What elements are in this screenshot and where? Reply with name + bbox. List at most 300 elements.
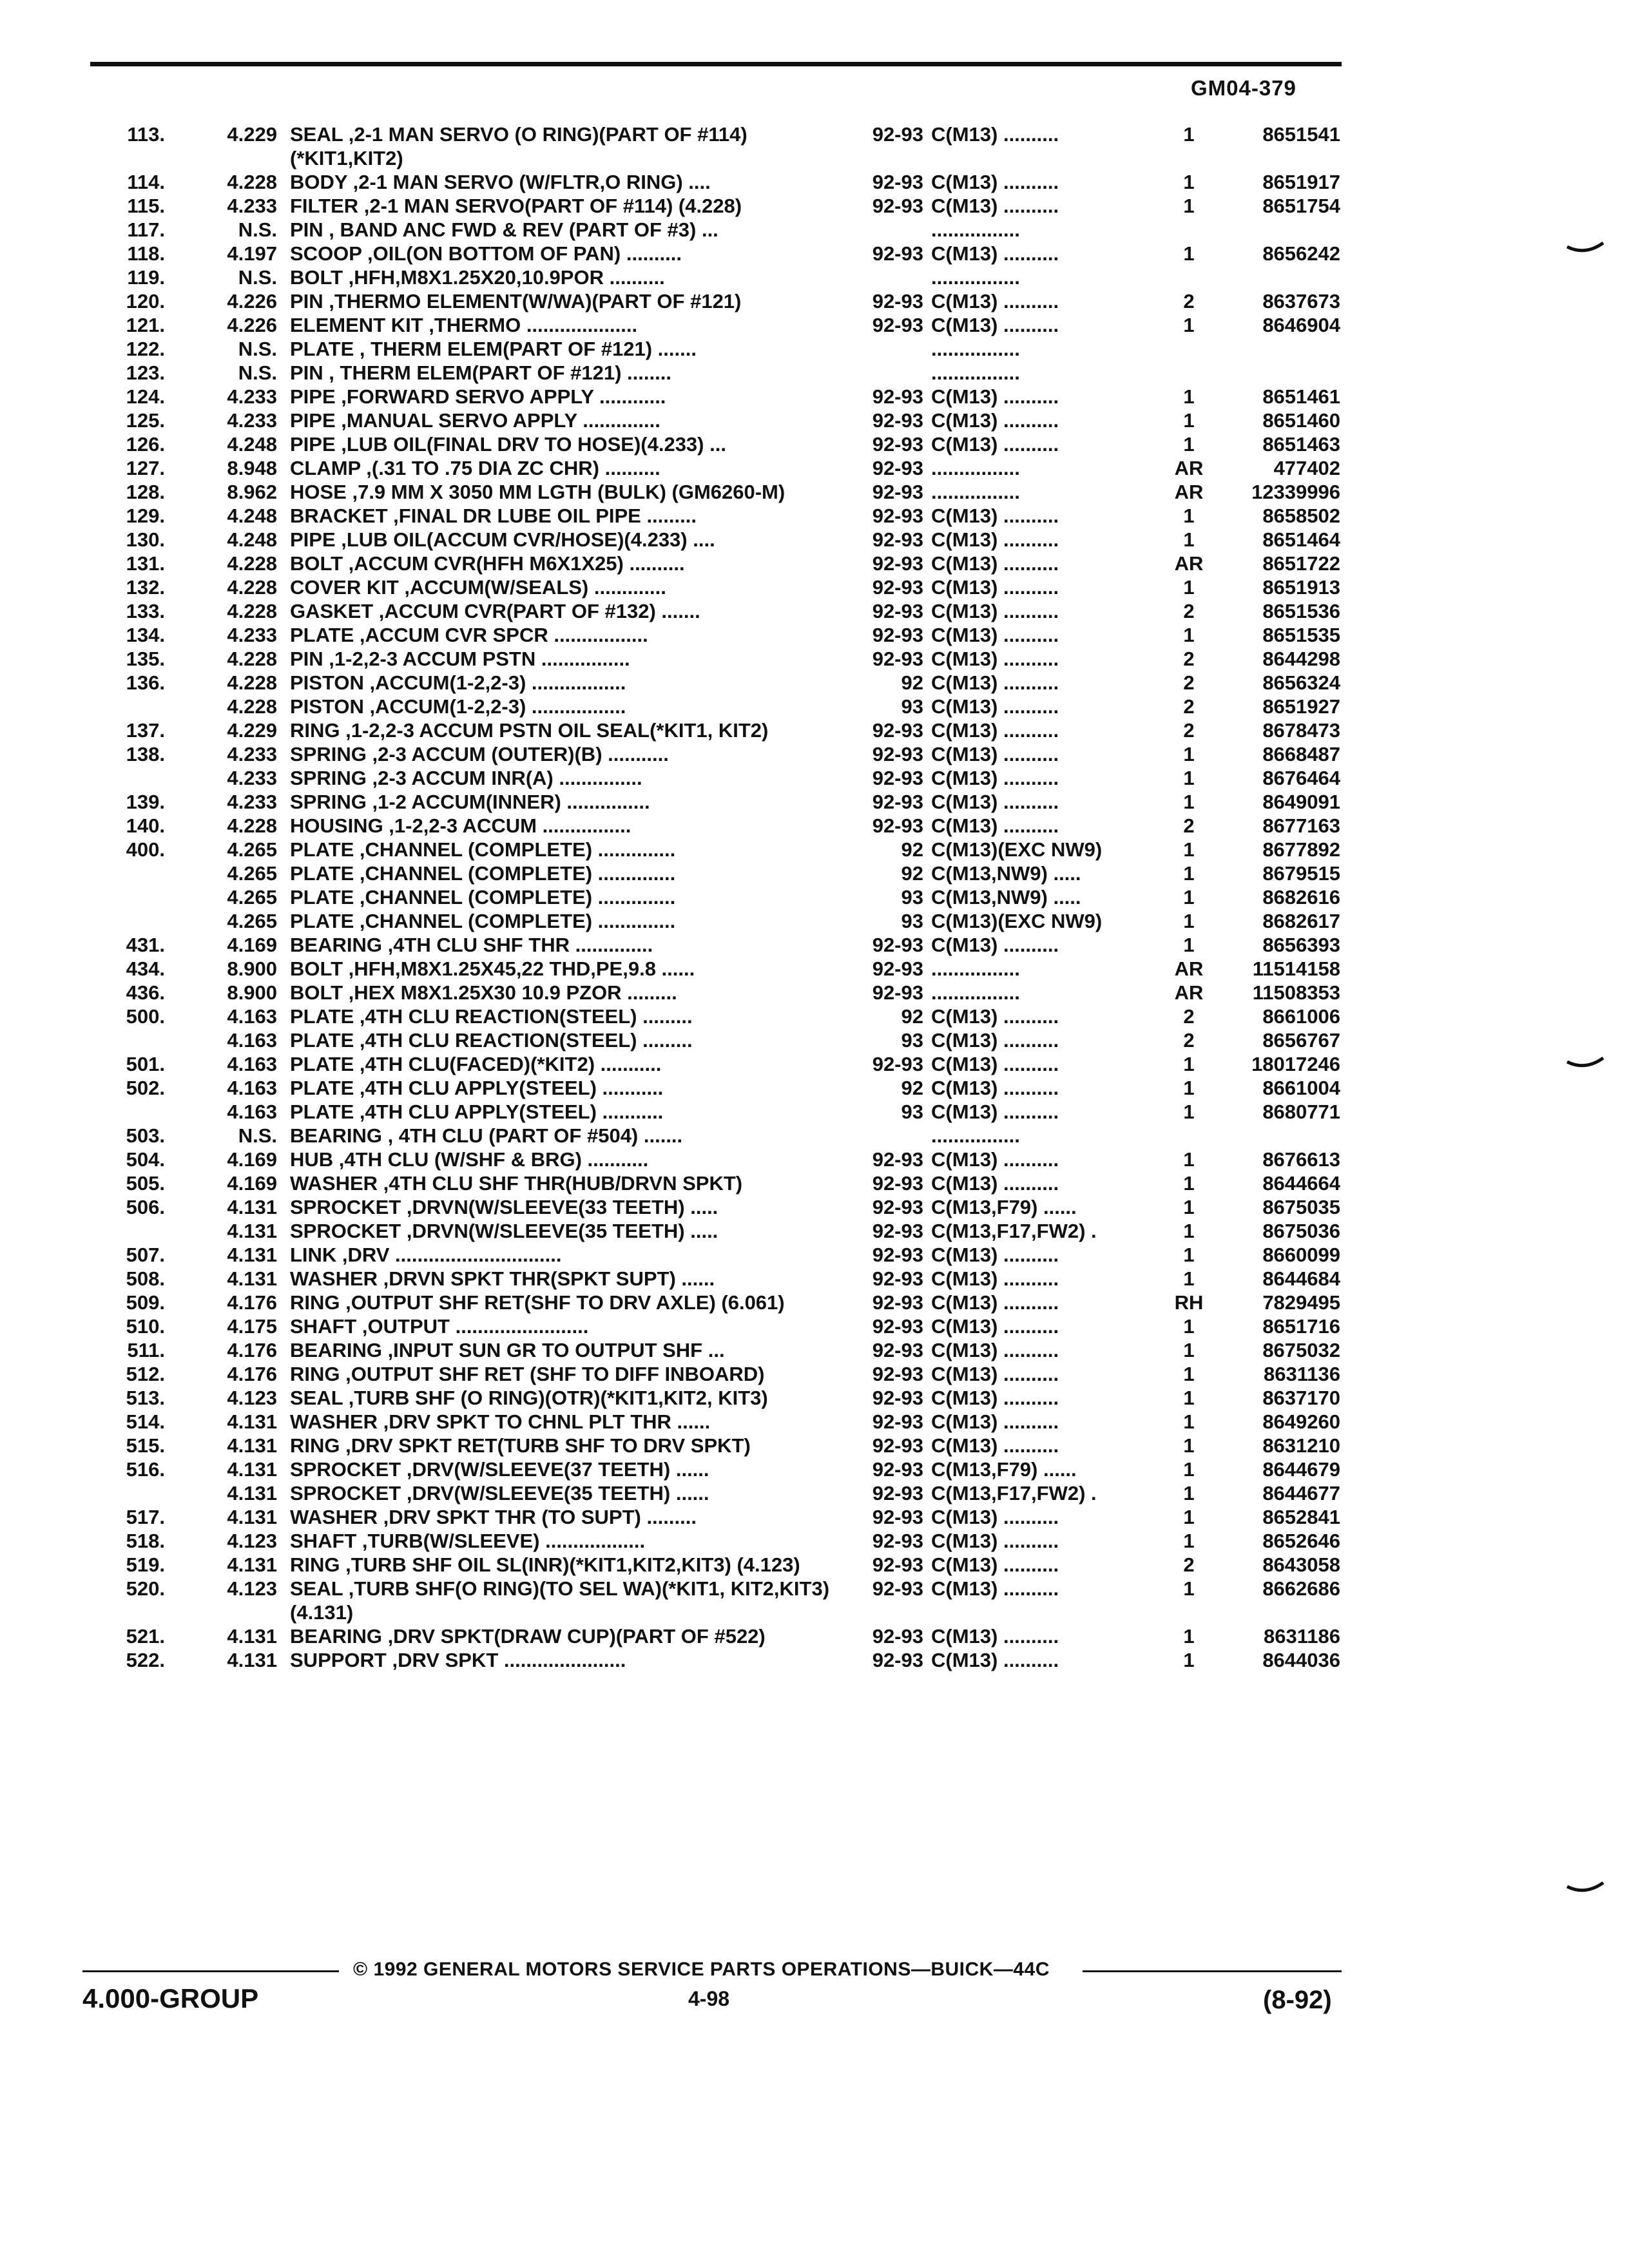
model-usage: C(M13) ..........	[931, 576, 1059, 599]
model-year: 92-93	[872, 767, 923, 789]
group-number: 4.169	[227, 1148, 277, 1171]
part-description: PISTON ,ACCUM(1-2,2-3) .................	[290, 671, 626, 694]
quantity: 1	[1183, 1244, 1195, 1266]
model-year: 92-93	[872, 1553, 923, 1576]
model-year: 92-93	[872, 1530, 923, 1552]
model-usage: ................	[931, 361, 1020, 384]
group-number: 4.169	[227, 1172, 277, 1195]
item-number: 514.	[126, 1410, 165, 1433]
model-usage: C(M13,F17,FW2) .	[931, 1220, 1097, 1242]
model-usage: C(M13)(EXC NW9)	[931, 838, 1103, 861]
part-description: PISTON ,ACCUM(1-2,2-3) .................	[290, 695, 626, 718]
model-year: 92-93	[872, 1649, 923, 1671]
part-row	[97, 838, 1360, 861]
model-year: 92-93	[872, 409, 923, 432]
model-year: 92-93	[872, 552, 923, 575]
model-year: 92-93	[872, 171, 923, 193]
item-number: 510.	[126, 1315, 165, 1338]
part-description: SPRING ,1-2 ACCUM(INNER) ...............	[290, 791, 650, 813]
part-row	[97, 1410, 1360, 1434]
model-usage: C(M13) ..........	[931, 1005, 1059, 1028]
part-description: WASHER ,DRV SPKT THR (TO SUPT) .........	[290, 1506, 697, 1528]
item-number: 135.	[126, 648, 165, 670]
group-number: N.S.	[238, 266, 277, 289]
group-number: 4.131	[227, 1410, 277, 1433]
model-usage: C(M13) ..........	[931, 385, 1059, 408]
part-description: SPRING ,2-3 ACCUM INR(A) ...............	[290, 767, 642, 789]
group-number: N.S.	[238, 1124, 277, 1147]
group-number: 4.265	[227, 862, 277, 885]
model-usage: C(M13) ..........	[931, 1625, 1059, 1648]
part-description: LINK ,DRV ..............................	[290, 1244, 562, 1266]
part-description: BEARING ,INPUT SUN GR TO OUTPUT SHF ...	[290, 1339, 725, 1361]
group-number: 4.228	[227, 576, 277, 599]
item-number: 436.	[126, 981, 165, 1004]
part-number: 8656393	[1262, 934, 1340, 956]
part-number: 8651927	[1262, 695, 1340, 718]
model-usage: C(M13) ..........	[931, 695, 1059, 718]
part-description: PLATE ,4TH CLU REACTION(STEEL) .........	[290, 1029, 693, 1052]
quantity: 2	[1183, 290, 1195, 312]
footer-group: 4.000-GROUP	[82, 1983, 259, 2013]
item-number: 502.	[126, 1077, 165, 1099]
part-number: 8652841	[1262, 1506, 1340, 1528]
part-number: 8656324	[1262, 671, 1340, 694]
part-description: SEAL ,2-1 MAN SERVO (O RING)(PART OF #114)(*KIT1,KIT2)	[290, 123, 747, 169]
item-number: 434.	[126, 957, 165, 980]
part-number: 11508353	[1252, 981, 1340, 1004]
part-row	[97, 623, 1360, 647]
model-year: 92-93	[872, 1434, 923, 1457]
item-number: 114.	[127, 171, 165, 193]
part-description: SHAFT ,OUTPUT ........................	[290, 1315, 589, 1338]
item-number: 512.	[126, 1363, 165, 1385]
item-number: 134.	[126, 624, 165, 646]
part-row	[97, 504, 1360, 528]
group-number: 4.233	[227, 195, 277, 217]
item-number: 132.	[126, 576, 165, 599]
quantity: 1	[1183, 624, 1195, 646]
part-row	[97, 957, 1360, 981]
quantity: 2	[1183, 1029, 1195, 1052]
quantity: 1	[1183, 505, 1195, 527]
group-number: 4.226	[227, 290, 277, 312]
model-usage: C(M13) ..........	[931, 1029, 1059, 1052]
model-year: 92-93	[872, 314, 923, 336]
part-row	[97, 313, 1360, 337]
model-year: 92-93	[872, 1244, 923, 1266]
part-description: PLATE ,CHANNEL (COMPLETE) ..............	[290, 838, 676, 861]
model-usage: C(M13) ..........	[931, 600, 1059, 622]
model-usage: C(M13) ..........	[931, 528, 1059, 551]
group-number: 4.248	[227, 433, 277, 456]
part-description: SEAL ,TURB SHF (O RING)(OTR)(*KIT1,KIT2, KIT3)	[290, 1387, 768, 1409]
margin-tick-mark	[1566, 1057, 1605, 1070]
part-row	[97, 408, 1360, 432]
group-number: 4.229	[227, 719, 277, 742]
group-number: 8.900	[227, 981, 277, 1004]
quantity: 1	[1183, 242, 1195, 265]
item-number: 129.	[126, 505, 165, 527]
part-row	[97, 1505, 1360, 1529]
item-number: 511.	[127, 1339, 165, 1361]
group-number: 4.163	[227, 1029, 277, 1052]
footer-date-code: (8-92)	[1263, 1986, 1332, 2014]
quantity: AR	[1174, 981, 1204, 1004]
group-number: 4.163	[227, 1005, 277, 1028]
part-row	[97, 170, 1360, 194]
part-row	[97, 814, 1360, 838]
part-row	[97, 242, 1360, 265]
part-number: 8644298	[1262, 648, 1340, 670]
model-year: 92	[901, 671, 923, 694]
model-year: 92-93	[872, 719, 923, 742]
part-row	[97, 1624, 1360, 1648]
item-number: 118.	[127, 242, 165, 265]
group-number: 4.228	[227, 671, 277, 694]
part-number: 8651541	[1262, 123, 1340, 146]
part-number: 8644664	[1262, 1172, 1340, 1195]
group-number: 4.228	[227, 648, 277, 670]
group-number: 4.233	[227, 409, 277, 432]
part-row	[97, 1553, 1360, 1577]
model-usage: C(M13) ..........	[931, 1530, 1059, 1552]
group-number: 4.197	[227, 242, 277, 265]
footer-page-number: 4-98	[688, 1987, 730, 2010]
model-usage: C(M13) ..........	[931, 1315, 1059, 1338]
part-number: 8651460	[1262, 409, 1340, 432]
part-row	[97, 265, 1360, 289]
group-number: 4.233	[227, 767, 277, 789]
quantity: 1	[1183, 1100, 1195, 1123]
item-number: 117.	[127, 218, 165, 241]
model-year: 92-93	[872, 290, 923, 312]
part-description: CLAMP ,(.31 TO .75 DIA ZC CHR) ..........	[290, 457, 660, 479]
part-number: 8651917	[1262, 171, 1340, 193]
footer-rule-left	[82, 1970, 339, 1972]
part-description: PIPE ,LUB OIL(ACCUM CVR/HOSE)(4.233) ....	[290, 528, 715, 551]
item-number: 125.	[126, 409, 165, 432]
quantity: 1	[1183, 1458, 1195, 1481]
model-usage: ................	[931, 338, 1020, 360]
part-description: WASHER ,DRV SPKT TO CHNL PLT THR ......	[290, 1410, 711, 1433]
part-description: SCOOP ,OIL(ON BOTTOM OF PAN) ..........	[290, 242, 682, 265]
model-usage: C(M13) ..........	[931, 624, 1059, 646]
part-number: 18017246	[1251, 1053, 1340, 1075]
part-row	[97, 1004, 1360, 1028]
part-number: 8651464	[1262, 528, 1340, 551]
model-year: 92-93	[872, 1148, 923, 1171]
part-row	[97, 1648, 1360, 1672]
group-number: 4.265	[227, 886, 277, 908]
part-row	[97, 909, 1360, 933]
model-year: 92-93	[872, 1315, 923, 1338]
model-year: 92-93	[872, 934, 923, 956]
model-year: 92-93	[872, 528, 923, 551]
part-row	[97, 1267, 1360, 1291]
part-row	[97, 1076, 1360, 1100]
quantity: 2	[1183, 600, 1195, 622]
quantity: 1	[1183, 1267, 1195, 1290]
item-number: 131.	[126, 552, 165, 575]
quantity: 2	[1183, 648, 1195, 670]
model-year: 92-93	[872, 1506, 923, 1528]
part-row	[97, 361, 1360, 385]
model-usage: C(M13) ..........	[931, 171, 1059, 193]
part-number: 8656767	[1262, 1029, 1340, 1052]
part-description: FILTER ,2-1 MAN SERVO(PART OF #114) (4.228)	[290, 195, 742, 217]
part-row	[97, 1529, 1360, 1553]
part-description: PIN , BAND ANC FWD & REV (PART OF #3) ...	[290, 218, 718, 241]
model-year: 92-93	[872, 576, 923, 599]
part-row	[97, 861, 1360, 885]
model-year: 92-93	[872, 1172, 923, 1195]
part-description: BEARING ,4TH CLU SHF THR ..............	[290, 934, 653, 956]
model-year: 92-93	[872, 1339, 923, 1361]
part-description: SPROCKET ,DRV(W/SLEEVE(35 TEETH) ......	[290, 1482, 709, 1504]
item-number: 140.	[126, 814, 165, 837]
part-number: 8646904	[1262, 314, 1340, 336]
part-description: BEARING , 4TH CLU (PART OF #504) .......	[290, 1124, 683, 1147]
model-usage: C(M13,NW9) .....	[931, 862, 1081, 885]
part-number: 8651535	[1262, 624, 1340, 646]
item-number: 516.	[126, 1458, 165, 1481]
part-row	[97, 1314, 1360, 1338]
model-year: 92-93	[872, 1577, 923, 1600]
quantity: 1	[1183, 1434, 1195, 1457]
margin-tick-mark	[1566, 1881, 1605, 1894]
item-number: 126.	[126, 433, 165, 456]
quantity: 2	[1183, 719, 1195, 742]
model-usage: C(M13) ..........	[931, 1291, 1059, 1314]
part-number: 8668487	[1262, 743, 1340, 765]
quantity: 1	[1183, 576, 1195, 599]
item-number: 504.	[126, 1148, 165, 1171]
model-usage: C(M13) ..........	[931, 1410, 1059, 1433]
quantity: 1	[1183, 1363, 1195, 1385]
quantity: 2	[1183, 671, 1195, 694]
item-number: 123.	[126, 361, 165, 384]
quantity: 2	[1183, 1005, 1195, 1028]
part-description: PLATE , THERM ELEM(PART OF #121) .......	[290, 338, 697, 360]
item-number: 113.	[127, 123, 165, 146]
item-number: 121.	[126, 314, 165, 336]
part-row	[97, 1124, 1360, 1148]
page-code: GM04-379	[1191, 76, 1296, 100]
model-year: 93	[901, 1029, 923, 1052]
part-row	[97, 695, 1360, 718]
quantity: 1	[1183, 743, 1195, 765]
quantity: 1	[1183, 767, 1195, 789]
part-number: 8651716	[1262, 1315, 1340, 1338]
group-number: 4.229	[227, 123, 277, 146]
item-number: 505.	[126, 1172, 165, 1195]
part-row	[97, 289, 1360, 313]
quantity: 1	[1183, 385, 1195, 408]
model-usage: C(M13) ..........	[931, 1577, 1059, 1600]
part-number: 11514158	[1252, 957, 1340, 980]
model-year: 92	[901, 1005, 923, 1028]
group-number: 4.228	[227, 600, 277, 622]
group-number: 4.123	[227, 1530, 277, 1552]
part-number: 8675036	[1262, 1220, 1340, 1242]
item-number: 130.	[126, 528, 165, 551]
item-number: 513.	[126, 1387, 165, 1409]
group-number: 4.233	[227, 791, 277, 813]
group-number: 4.228	[227, 552, 277, 575]
quantity: 1	[1183, 1315, 1195, 1338]
group-number: 4.163	[227, 1053, 277, 1075]
part-row	[97, 1243, 1360, 1267]
group-number: 4.163	[227, 1077, 277, 1099]
model-year: 92-93	[872, 600, 923, 622]
group-number: 4.123	[227, 1577, 277, 1600]
part-description: PIPE ,FORWARD SERVO APPLY ............	[290, 385, 666, 408]
quantity: 1	[1183, 1625, 1195, 1648]
part-description: PIN , THERM ELEM(PART OF #121) ........	[290, 361, 671, 384]
part-number: 8658502	[1262, 505, 1340, 527]
quantity: 1	[1183, 934, 1195, 956]
item-number: 500.	[126, 1005, 165, 1028]
quantity: 1	[1183, 838, 1195, 861]
part-description: SPROCKET ,DRVN(W/SLEEVE(35 TEETH) .....	[290, 1220, 718, 1242]
item-number: 138.	[126, 743, 165, 765]
part-row	[97, 790, 1360, 814]
part-description: PLATE ,4TH CLU APPLY(STEEL) ...........	[290, 1077, 664, 1099]
part-description: COVER KIT ,ACCUM(W/SEALS) .............	[290, 576, 666, 599]
part-description: PLATE ,ACCUM CVR SPCR .................	[290, 624, 648, 646]
model-year: 92-93	[872, 481, 923, 503]
model-year: 92-93	[872, 123, 923, 146]
model-usage: C(M13) ..........	[931, 1267, 1059, 1290]
part-description: PLATE ,CHANNEL (COMPLETE) ..............	[290, 910, 676, 932]
footer-rule-right	[1083, 1970, 1342, 1972]
model-year: 93	[901, 886, 923, 908]
part-number: 8644677	[1262, 1482, 1340, 1504]
part-row	[97, 647, 1360, 671]
group-number: 4.131	[227, 1553, 277, 1576]
part-number: 8656242	[1262, 242, 1340, 265]
part-row	[97, 1457, 1360, 1481]
part-row	[97, 528, 1360, 552]
model-usage: C(M13) ..........	[931, 1172, 1059, 1195]
group-number: 8.900	[227, 957, 277, 980]
model-year: 92-93	[872, 1267, 923, 1290]
part-number: 8651536	[1262, 600, 1340, 622]
part-row	[97, 480, 1360, 504]
part-number: 8637170	[1262, 1387, 1340, 1409]
part-row	[97, 1338, 1360, 1362]
model-year: 92-93	[872, 1053, 923, 1075]
part-number: 8682617	[1262, 910, 1340, 932]
part-number: 8675032	[1262, 1339, 1340, 1361]
group-number: 4.163	[227, 1100, 277, 1123]
model-usage: C(M13) ..........	[931, 1506, 1059, 1528]
part-description: RING ,DRV SPKT RET(TURB SHF TO DRV SPKT)	[290, 1434, 751, 1457]
model-year: 92-93	[872, 433, 923, 456]
parts-list	[97, 122, 1360, 1672]
quantity: 1	[1183, 1339, 1195, 1361]
part-description: HOUSING ,1-2,2-3 ACCUM ................	[290, 814, 631, 837]
part-description: RING ,TURB SHF OIL SL(INR)(*KIT1,KIT2,KIT3) (4.123)	[290, 1553, 800, 1576]
part-row	[97, 1100, 1360, 1124]
margin-tick-mark	[1566, 242, 1605, 255]
quantity: 1	[1183, 1577, 1195, 1600]
quantity: AR	[1174, 457, 1204, 479]
model-year: 92-93	[872, 1458, 923, 1481]
part-row	[97, 1028, 1360, 1052]
part-description: PIN ,1-2,2-3 ACCUM PSTN ................	[290, 648, 630, 670]
part-number: 477402	[1273, 457, 1340, 479]
group-number: 4.233	[227, 743, 277, 765]
part-number: 8661006	[1262, 1005, 1340, 1028]
quantity: RH	[1174, 1291, 1204, 1314]
model-year: 92-93	[872, 1625, 923, 1648]
model-year: 92-93	[872, 1220, 923, 1242]
part-description: PIPE ,MANUAL SERVO APPLY ..............	[290, 409, 660, 432]
group-number: 4.233	[227, 385, 277, 408]
part-row	[97, 718, 1360, 742]
model-year: 92-93	[872, 981, 923, 1004]
part-row	[97, 1291, 1360, 1314]
model-usage: C(M13) ..........	[931, 1387, 1059, 1409]
model-usage: ................	[931, 457, 1020, 479]
part-description: ELEMENT KIT ,THERMO ....................	[290, 314, 638, 336]
quantity: 1	[1183, 862, 1195, 885]
model-usage: C(M13) ..........	[931, 1339, 1059, 1361]
item-number: 122.	[126, 338, 165, 360]
part-number: 12339996	[1251, 481, 1340, 503]
item-number: 503.	[126, 1124, 165, 1147]
part-row	[97, 1219, 1360, 1243]
part-row	[97, 599, 1360, 623]
part-description: GASKET ,ACCUM CVR(PART OF #132) .......	[290, 600, 700, 622]
part-row	[97, 1386, 1360, 1410]
part-number: 8682616	[1262, 886, 1340, 908]
part-description: SPROCKET ,DRVN(W/SLEEVE(33 TEETH) .....	[290, 1196, 718, 1218]
quantity: 1	[1183, 1649, 1195, 1671]
quantity: AR	[1174, 957, 1204, 980]
item-number: 517.	[126, 1506, 165, 1528]
model-usage: C(M13,F17,FW2) .	[931, 1482, 1097, 1504]
quantity: 1	[1183, 1410, 1195, 1433]
model-usage: C(M13) ..........	[931, 671, 1059, 694]
quantity: 1	[1183, 910, 1195, 932]
quantity: 2	[1183, 814, 1195, 837]
model-usage: C(M13,F79) ......	[931, 1458, 1077, 1481]
model-usage: C(M13)(EXC NW9)	[931, 910, 1103, 932]
model-year: 92-93	[872, 385, 923, 408]
group-number: 4.176	[227, 1339, 277, 1361]
item-number: 400.	[126, 838, 165, 861]
group-number: 4.131	[227, 1244, 277, 1266]
part-row	[97, 1577, 1360, 1624]
quantity: AR	[1174, 552, 1204, 575]
part-number: 8649260	[1262, 1410, 1340, 1433]
part-number: 8677163	[1262, 814, 1340, 837]
part-number: 8680771	[1262, 1100, 1340, 1123]
part-number: 8651913	[1262, 576, 1340, 599]
part-number: 8660099	[1262, 1244, 1340, 1266]
quantity: 1	[1183, 1196, 1195, 1218]
part-description: WASHER ,DRVN SPKT THR(SPKT SUPT) ......	[290, 1267, 715, 1290]
model-usage: C(M13) ..........	[931, 719, 1059, 742]
part-row	[97, 122, 1360, 170]
item-number: 119.	[127, 266, 165, 289]
model-year: 92-93	[872, 457, 923, 479]
part-row	[97, 1171, 1360, 1195]
group-number: 4.228	[227, 171, 277, 193]
